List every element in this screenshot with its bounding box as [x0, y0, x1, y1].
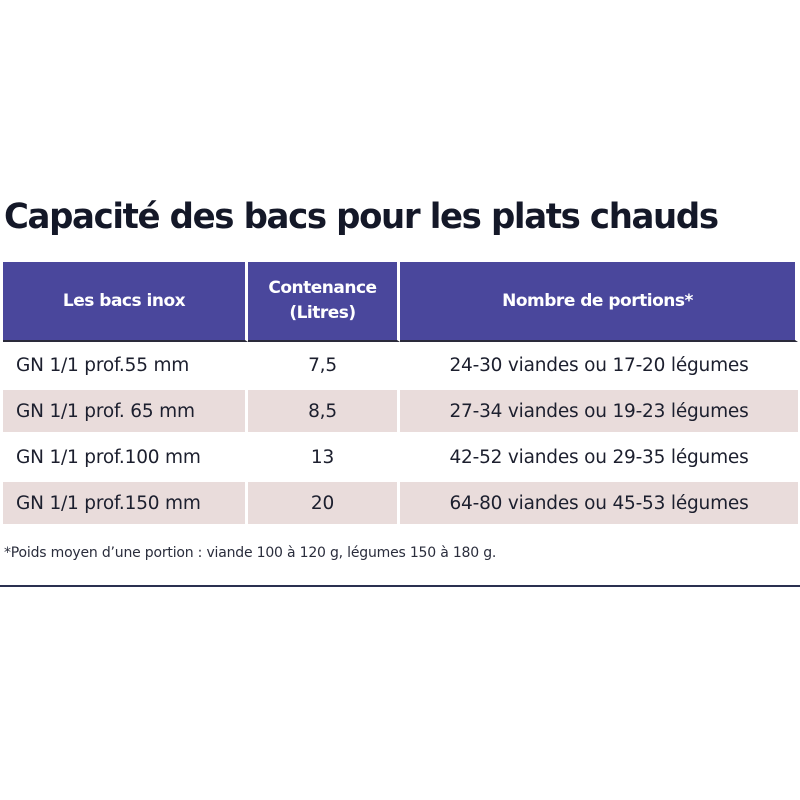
capacity-table	[3, 262, 798, 526]
divider	[0, 585, 800, 587]
cell-portions: 27-34 viandes ou 19-23 légumes	[400, 388, 798, 434]
header-contenance-line2: (Litres)	[289, 303, 356, 323]
footnote: *Poids moyen d’une portion : viande 100 à 120 g, légumes 150 à 180 g.	[4, 545, 497, 561]
cell-contenance: 20	[248, 480, 400, 526]
cell-bac: GN 1/1 prof.55 mm	[3, 342, 248, 388]
header-contenance	[248, 262, 400, 342]
cell-bac: GN 1/1 prof.100 mm	[3, 434, 248, 480]
header-bacs-inox: Les bacs inox	[3, 262, 248, 342]
cell-portions: 42-52 viandes ou 29-35 légumes	[449, 446, 749, 468]
cell-bac: GN 1/1 prof. 65 mm	[3, 388, 248, 434]
cell-contenance: 8,5	[248, 388, 400, 434]
header-contenance-line1: Contenance	[268, 278, 377, 298]
cell-contenance: 13	[248, 434, 400, 480]
cell-bac: GN 1/1 prof.150 mm	[3, 480, 248, 526]
header-nombre-portions: Nombre de portions*	[400, 262, 798, 342]
cell-portions: 24-30 viandes ou 17-20 légumes	[449, 354, 749, 376]
page-title: Capacité des bacs pour les plats chauds	[4, 197, 718, 237]
cell-contenance: 7,5	[248, 342, 400, 388]
cell-portions: 64-80 viandes ou 45-53 légumes	[400, 480, 798, 526]
